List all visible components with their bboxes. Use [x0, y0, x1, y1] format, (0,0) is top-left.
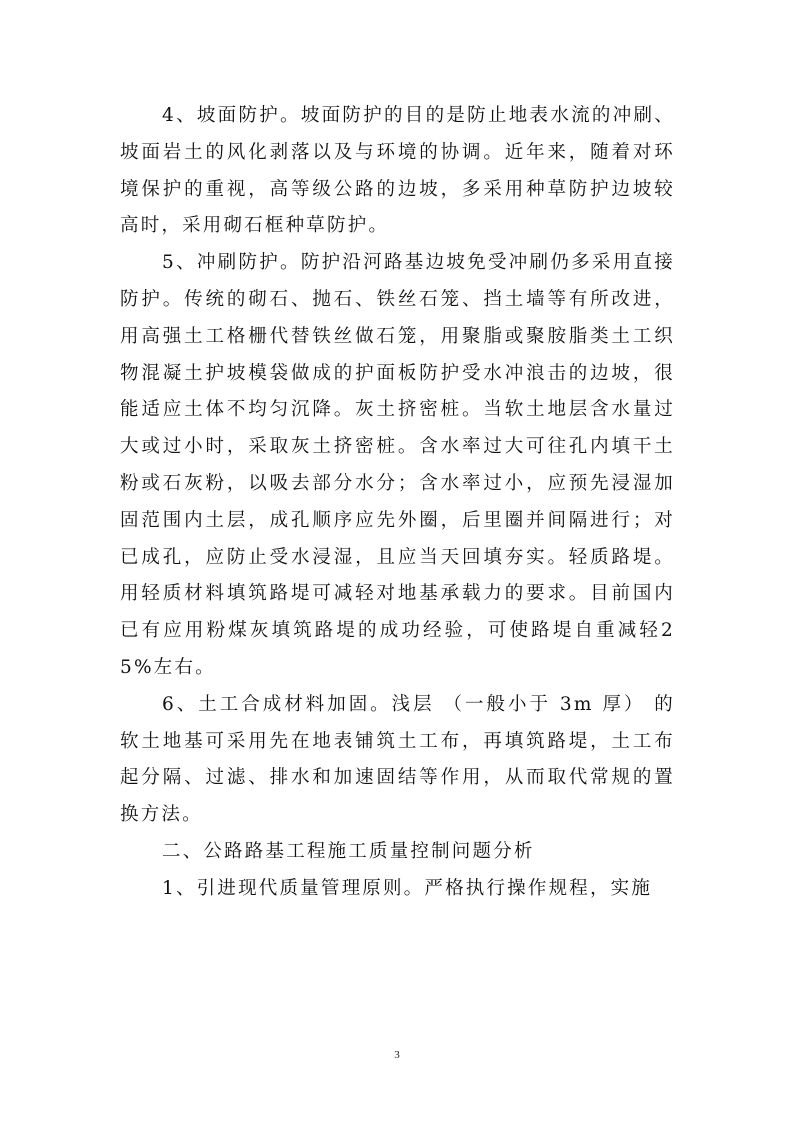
section-heading: 二、公路路基工程施工质量控制问题分析 — [162, 840, 535, 862]
document-body — [120, 98, 675, 908]
paragraph-geosynthetic-reinforcement: 6、土工合成材料加固。浅层 （一般小于 3m 厚） 的软土地基可采用先在地表铺筑土工布，再填筑路堤，土工布起分隔、过滤、排水和加速固结等作用，从而取代常规的置换方法。 — [120, 693, 675, 826]
paragraph-quality-management: 1、引进现代质量管理原则。严格执行操作规程，实施 — [162, 877, 653, 899]
page-number: 3 — [394, 1049, 400, 1061]
paragraph-scour-protection: 5、冲刷防护。防护沿河路基边坡免受冲刷仍多采用直接防护。传统的砌石、抛石、铁丝石笼、挡土墙等有所改进，用高强土工格栅代替铁丝做石笼，用聚脂或聚胺脂类土工织物混凝土护坡模袋做成的护面板防护受水冲浪击的边坡，很能适应土体不均匀沉降。灰土挤密桩。当软土地层含水量过大或过小时，采取灰土挤密桩。含水率过大可往孔内填干土粉或石灰粉，以吸去部分水分；含水率过小，应预先浸湿加固范围内土层，成孔顺序应先外圈，后里圈并间隔进行；对已成孔，应防止受水浸湿，且应当天回填夯实。轻质路堤。用轻质材料填筑路堤可减轻对地基承载力的要求。目前国内已有应用粉煤灰填筑路堤的成功经验，可使路堤自重减轻25%左右。 — [120, 252, 675, 678]
paragraph-slope-protection: 4、坡面防护。坡面防护的目的是防止地表水流的冲刷、坡面岩土的风化剥落以及与环境的协调。近年来，随着对环境保护的重视，高等级公路的边坡，多采用种草防护边坡较高时，采用砌石框种草防护。 — [120, 105, 675, 237]
